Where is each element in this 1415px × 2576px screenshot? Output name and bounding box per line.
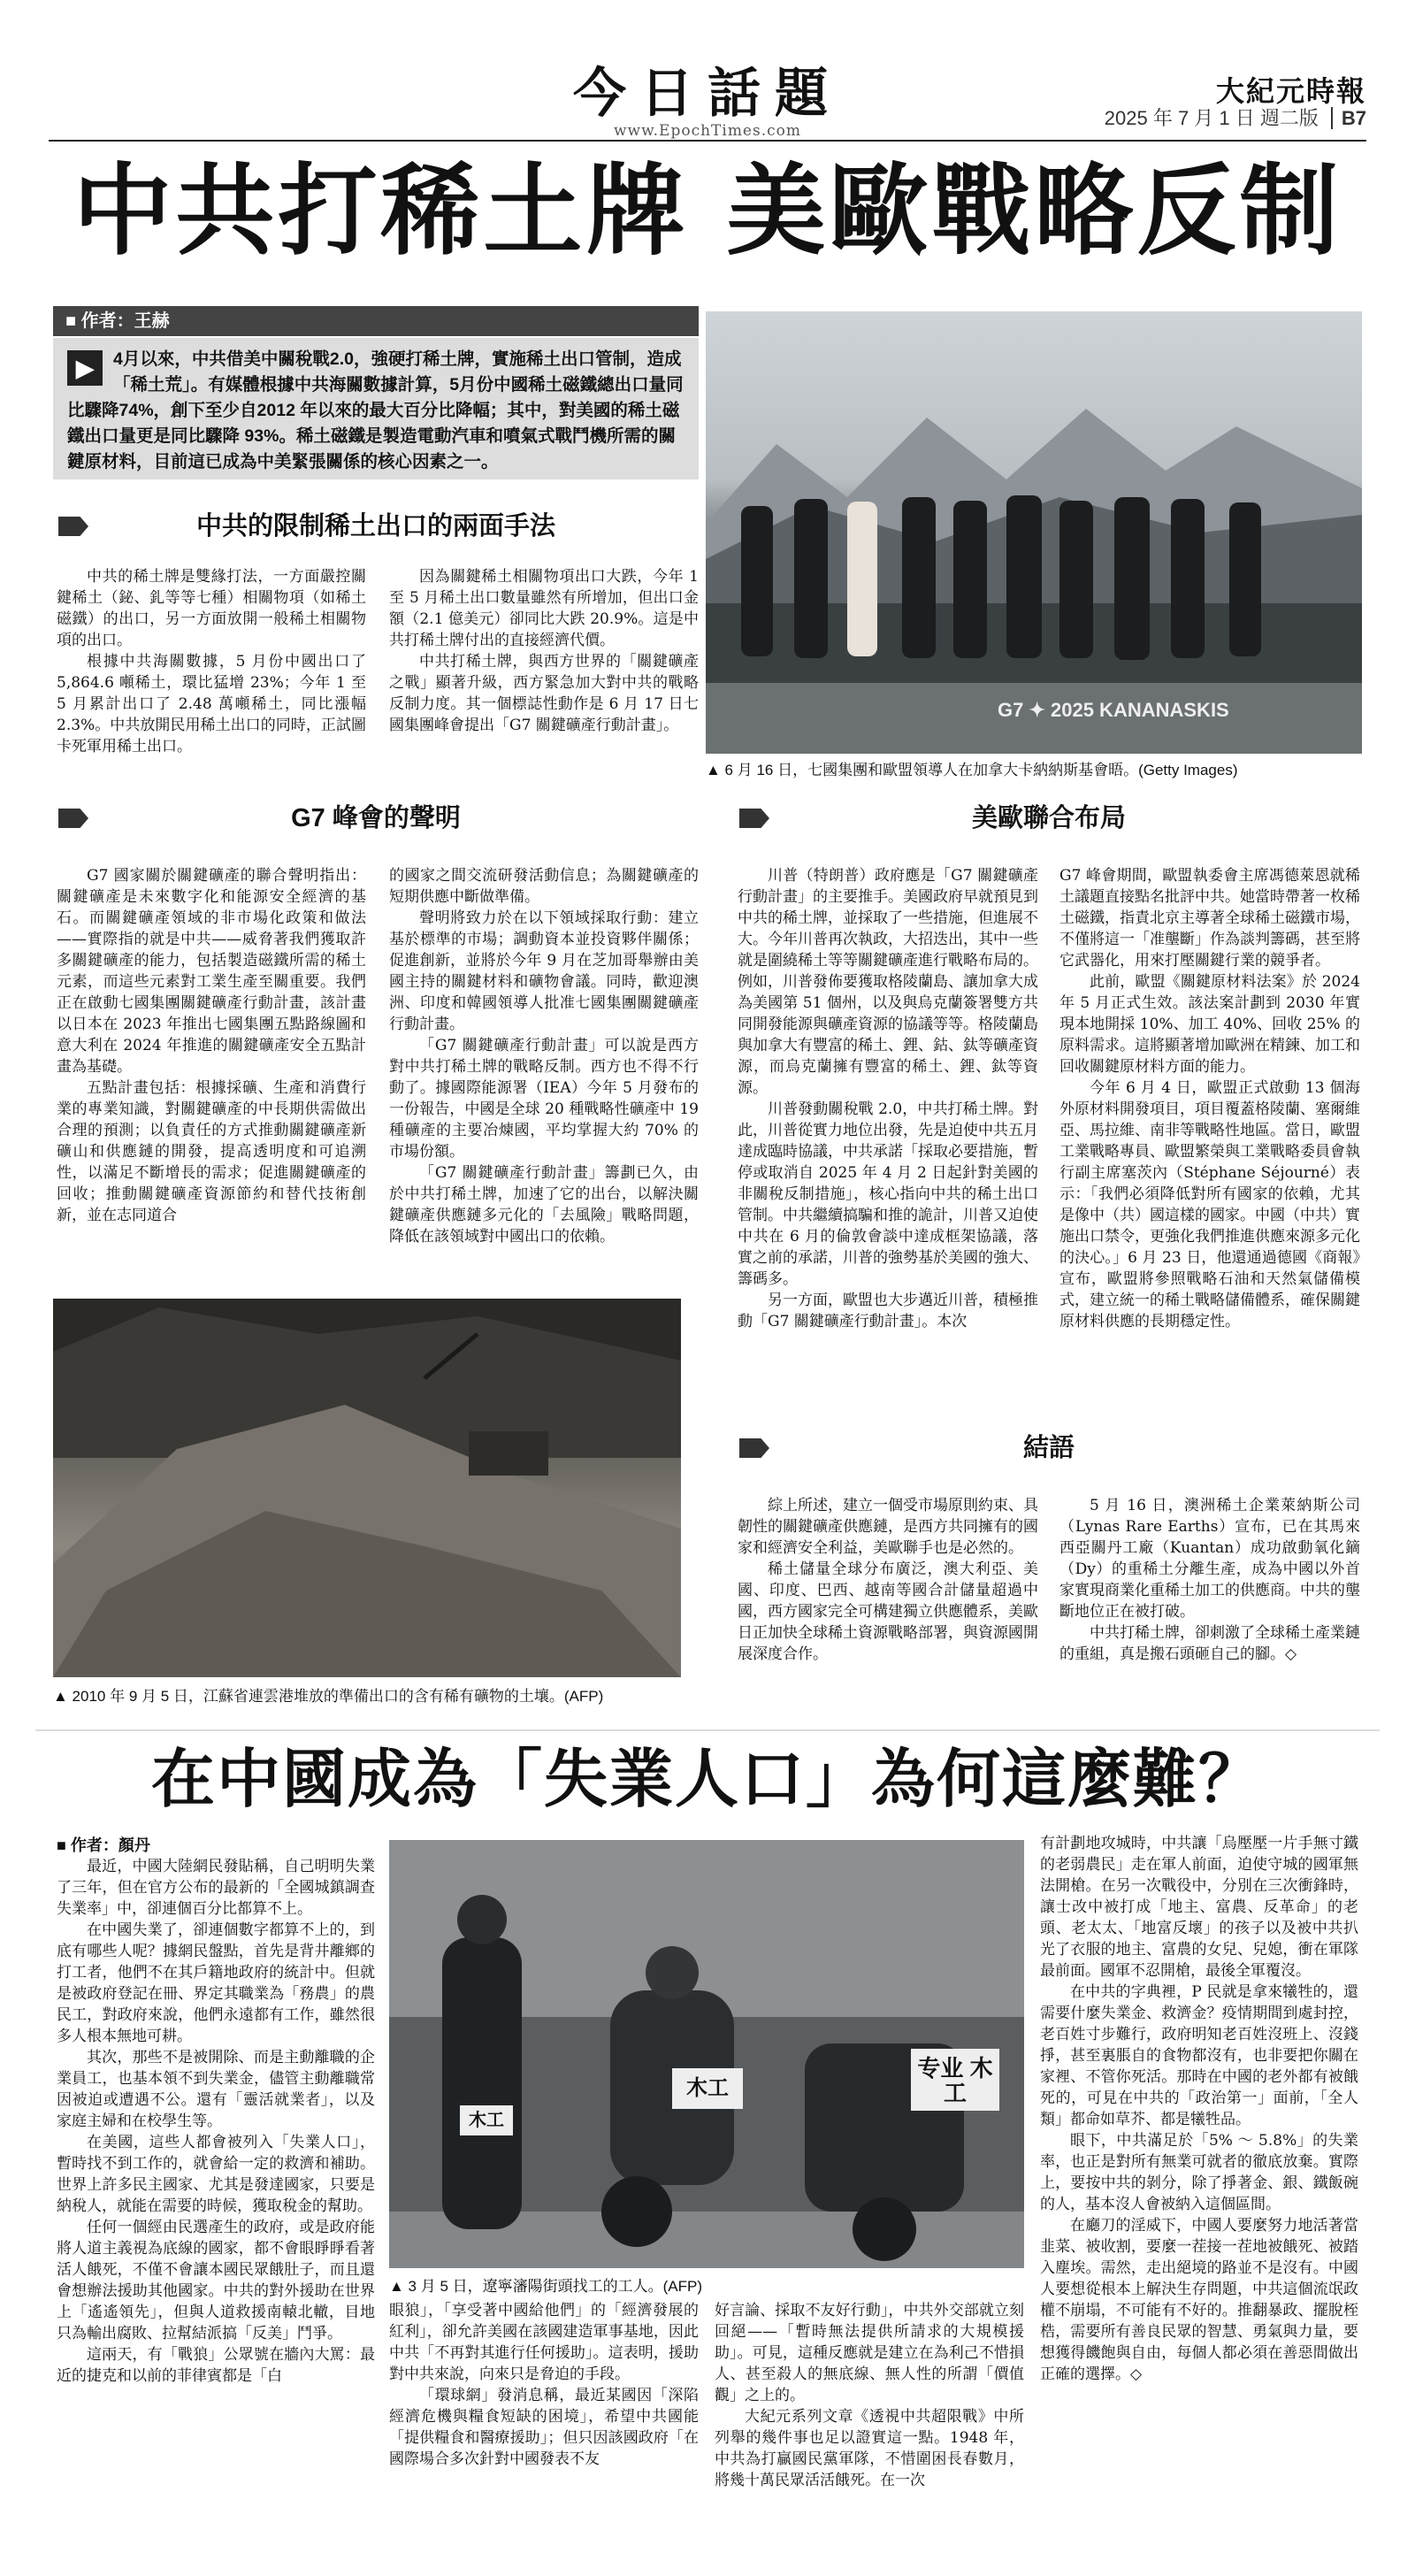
text-column xyxy=(389,2300,699,2557)
paragraph: 稀土儲量全球分布廣泛，澳大利亞、美國、印度、巴西、越南等國合計儲量超過中國，西方國家完全可構建獨立供應體系，美歐日正加快全球稀土資源戰略部署，與資源國開展深度合作。 xyxy=(738,1560,1038,1663)
section-heading xyxy=(734,1433,1364,1463)
paragraph: 好言論、採取不友好行動」，中共外交部就立刻回絕——「暫時無法提供所請求的大規模援助」。可見，這種反應就是建立在為利己不惜損人、甚至殺人的無底線、無人性的所謂「價值觀」之上的。 xyxy=(715,2302,1024,2404)
section-heading xyxy=(53,803,699,833)
text-column xyxy=(57,566,366,778)
sign-text: 专业 木工 xyxy=(911,2049,999,2111)
paragraph: 中共的稀土牌是雙緣打法，一方面嚴控關鍵稀土（鉍、釓等等七種）相關物項（如稀土磁鐵）的出口，另一方面放開一般稀土相關物項的出口。 xyxy=(57,568,366,649)
newspaper-logo: 大紀元時報 xyxy=(1215,74,1366,108)
header-rule xyxy=(49,140,1366,142)
paragraph: 中共打稀土牌，與西方世界的「關鍵礦產之戰」顯著升級，西方緊急加大對中共的戰略反制力度。其一個標誌性動作是 6 月 17 日七國集團峰會提出「G7 關鍵礦產行動計畫」。 xyxy=(389,653,699,734)
section-title: 今日話題 xyxy=(573,63,842,125)
page-number: B7 xyxy=(1331,107,1366,129)
mountain-scene xyxy=(706,311,1362,754)
text-column xyxy=(57,1856,375,2559)
paragraph: 川普（特朗普）政府應是「G7 關鍵礦產行動計畫」的主要推手。美國政府早就預見到中共的稀土牌，並採取了一些措施，但進展不大。今年川普再次執政，大招迭出，其中一些就是圍繞稀土等等關鍵礦產進行戰略布局的。例如，川普發佈要獲取格陵蘭島、讓加拿大成為美國第 51 個州，以及與烏克蘭簽署雙方共同開發能源與礦產資源的協議等等。格陵蘭島與加拿大有豐富的稀土、鋰、鈷、鈦等礦產資源，而烏克蘭擁有豐富的稀土、鋰、鈦等資源。 xyxy=(738,867,1038,1097)
paragraph: 根據中共海關數據，5 月份中國出口了 5,864.6 噸稀土，環比猛增 23%；今年 1 至 5 月累計出口了 2.48 萬噸稀土，同比漲幅 2.3%。中共放開民用稀土出口的同時，正試圖卡死軍用稀土出口。 xyxy=(57,653,366,755)
paragraph: 在中共的字典裡，P 民就是拿來犧牲的，還需要什麼失業金、救濟金？疫情期間到處封控，老百姓寸步難行，政府明知老百姓沒班上、沒錢掙，甚至裏脹自的食物都沒有，也非要把你關在家裡、不管你死活。那時在中國的老外都有被餓死的，可見在中共的「政治第一」面前，「全人類」都命如草芥、都是犧牲品。 xyxy=(1040,1983,1358,2128)
paragraph: 其次，那些不是被開除、而是主動離職的企業員工，也基本領不到失業金，儘管主動離職常因被迫或遭遇不公。還有「靈活就業者」，以及家庭主婦和在校學生等。 xyxy=(57,2049,375,2130)
text-column xyxy=(738,865,1038,1414)
g7-banner: G7 ✦ 2025 KANANASKIS xyxy=(998,699,1229,721)
paragraph: G7 國家關於關鍵礦產的聯合聲明指出：關鍵礦產是未來數字化和能源安全經濟的基石。而關鍵礦產領域的非市場化政策和做法——實際指的就是中共——威脅著我們獲取許多關鍵礦產的能力，包括製造磁鐵所需的稀土元素，而這些元素對工業生產至關重要。我們正在啟動七國集團關鍵礦產行動計畫，該計畫以日本在 2023 年推出七國集團五點路線圖和意大利在 2024 年推進的關鍵礦產安全五點計畫為基礎。 xyxy=(57,867,366,1076)
lede-text: 4月以來，中共借美中關稅戰2.0，強硬打稀土牌，實施稀土出口管制，造成「稀土荒」。有媒體根據中共海關數據計算，5月份中國稀土磁鐵總出口量同比驟降74%，創下至少自2012 年以來的最大百分比降幅；其中，對美國的稀土磁鐵出口量更是同比驟降 93%。稀土磁鐵是製造電動汽車和噴氣式戰鬥機所需的關鍵原材料，目前這已成為中美緊張關係的核心因素之一。 xyxy=(67,349,684,472)
paragraph: 另一方面，歐盟也大步邁近川普，積極推動「G7 關鍵礦產行動計畫」。本次 xyxy=(738,1292,1038,1330)
paragraph: 此前，歐盟《關鍵原材料法案》於 2024 年 5 月正式生效。該法案計劃到 2030 年實現本地開採 10%、加工 40%、回收 25% 的原料需求。這將顯著增加歐洲在精鍊、加工和回收關鍵原材料方面的能力。 xyxy=(1059,973,1360,1076)
photo-caption: ▲ 2010 年 9 月 5 日，江蘇省連雲港堆放的準備出口的含有稀有礦物的土壤。(AFP) xyxy=(53,1688,604,1705)
paragraph: 五點計畫包括：根據採礦、生產和消費行業的專業知識，對關鍵礦產的中長期供需做出合理的預測；以負責任的方式推動關鍵礦產新礦山和供應鏈的開發，提高透明度和可追溯性，以滿足不斷增長的需求；促進關鍵礦產的回收；推動關鍵礦產資源節約和替代技術創新，並在志同道合 xyxy=(57,1079,366,1224)
text-column xyxy=(389,865,699,1286)
site-url: www.EpochTimes.com xyxy=(614,122,801,140)
text-column xyxy=(1059,865,1360,1414)
rare-earth-soil-photo xyxy=(53,1299,681,1677)
paragraph: 今年 6 月 4 日，歐盟正式啟動 13 個海外原材料開發項目，項目覆蓋格陵蘭、塞爾維亞、馬拉維、南非等戰略性地區。當日，歐盟工業戰略專員、歐盟繁榮與工業戰略委員會執行副主席塞茨內（Stéphane Séjourné）表示：「我們必須降低對所有國家的依賴，尤其是像中（共）國這樣的國家。中國（中共）實施出口禁令，更強化我們推進供應來源多元化的決心。」6 月 23 日，他還通過德國《商報》宣布，歐盟將參照戰略石油和天然氣儲備模式，建立統一的稀土戰略儲備體系，確保關鍵原材料供應的長期穩定性。 xyxy=(1059,1079,1360,1330)
section-heading-text: 中共的限制稀土出口的兩面手法 xyxy=(195,512,555,540)
paragraph: 的國家之間交流研發活動信息；為關鍵礦產的短期供應中斷做準備。 xyxy=(389,867,699,906)
section-heading-text: 美歐聯合布局 xyxy=(971,804,1126,832)
paragraph: 在美國，這些人都會被列入「失業人口」，暫時找不到工作的，就會給一定的救濟和補助。世界上許多民主國家、尤其是發達國家，只要是納稅人，就能在需要的時候，獲取稅金的幫助。 xyxy=(57,2134,375,2215)
text-column xyxy=(738,1495,1038,1725)
paragraph: 最近，中國大陸網民發貼稱，自己明明失業了三年，但在官方公布的最新的「全國城鎮調查失業率」中，卻連個百分比都算不上。 xyxy=(57,1858,375,1918)
paragraph: 大紀元系列文章《透視中共超限戰》中所列舉的幾件事也足以證實這一點。1948 年，中共為打贏國民黨軍隊，不惜圍困長春數月，將幾十萬民眾活活餓死。在一次 xyxy=(715,2408,1024,2489)
sign-text: 木工 xyxy=(672,2068,743,2109)
paragraph: 「環球網」發消息稱，最近某國因「深陷經濟危機與糧食短缺的困境」，希望中共國能「提供糧食和醫療援助」；但只因該國政府「在國際場合多次針對中國發表不友 xyxy=(389,2387,699,2468)
text-column xyxy=(715,2300,1024,2557)
port-scene xyxy=(53,1299,681,1677)
g7-leaders-photo xyxy=(706,311,1362,754)
author-byline: ■ 作者：顏丹 xyxy=(57,1836,150,1854)
arrow-icon: ▶ xyxy=(67,350,103,386)
paragraph: 在中國失業了，卻連個數字都算不上的，到底有哪些人呢？據網民盤點，首先是背井離鄉的打工者，他們不在其戶籍地政府的統計中。但就是被政府登記在冊、界定其職業為「務農」的農民工，對政府來說，他們永遠都有工作，雖然很多人根本無地可耕。 xyxy=(57,1921,375,2045)
paragraph: 有計劃地攻城時，中共讓「烏壓壓一片手無寸鐵的老弱農民」走在軍人前面，迫使守城的國軍無法開槍。在另一次戰役中，分別在三次衝鋒時，讓士改中被打成「地主、富農、反革命」的老頭、老太太、「地富反壞」的孩子以及被中共扒光了衣服的地主、富農的女兒、兒媳，衝在軍隊最前面。國軍不忍開槍，最後全軍覆沒。 xyxy=(1040,1835,1358,1980)
paragraph: 「G7 關鍵礦產行動計畫」可以說是西方對中共打稀土牌的戰略反制。西方也不得不行動了。據國際能源署（IEA）今年 5 月發布的一份報告，中國是全球 20 種戰略性礦產中 19 種礦產的主要冶煉國，平均掌握大約 70% 的市場份額。 xyxy=(389,1037,699,1161)
paragraph: 中共打稀土牌，卻刺激了全球稀土產業鏈的重組，真是搬石頭砸自己的腳。◇ xyxy=(1059,1624,1360,1663)
photo-caption: ▲ 6 月 16 日，七國集團和歐盟領導人在加拿大卡納納斯基會晤。(Getty Images) xyxy=(706,762,1238,778)
headline: 中共打稀土牌 美歐戰略反制 xyxy=(73,153,1342,269)
paragraph: 在廳刀的淫威下，中國人要麼努力地活著當韭菜、被收割，要麼一茬接一茬地被餓死、被踏入塵埃。需然，走出絕境的路並不是沒有。中國人要想從根本上解決生存問題，中共這個流氓政權不崩塌，不可能有不好的。推翻暴政、擺脫桎梏，需要所有善良民眾的智慧、勇氣與力量，要想獲得饑飽與自由，每個人都必須在善惡間做出正確的選擇。◇ xyxy=(1040,2217,1358,2383)
paragraph: 眼下，中共滿足於「5% 〜 5.8%」的失業率，也正是對所有無業可就者的徹底放棄。實際上，要按中共的剝分，除了掙著金、銀、鐵飯碗的人，基本沒人會被納入這個區間。 xyxy=(1040,2132,1358,2213)
sign-text: 木工 xyxy=(460,2105,513,2135)
section-heading xyxy=(734,803,1364,833)
text-column xyxy=(1040,1833,1358,2558)
heading-arrow-icon xyxy=(739,809,769,828)
paragraph: 綜上所述，建立一個受市場原則約束、具韌性的關鍵礦產供應鏈，是西方共同擁有的國家和經濟安全利益，美歐聯手也是必然的。 xyxy=(738,1497,1038,1557)
heading-arrow-icon xyxy=(739,1438,769,1458)
photo-caption: ▲ 3 月 5 日，遼寧瀋陽街頭找工的工人。(AFP) xyxy=(389,2278,703,2295)
paragraph: 這兩天，有「戰狼」公眾號在牆內大罵：最近的捷克和以前的菲律賓都是「白 xyxy=(57,2346,375,2385)
paragraph: 因為關鍵稀土相關物項出口大跌，今年 1 至 5 月稀土出口數量雖然有所增加，但出口金額（2.1 億美元）卻同比大跌 20.9%。這是中共打稀土牌付出的直接經濟代價。 xyxy=(389,568,699,649)
text-column xyxy=(57,865,366,1286)
paragraph: 任何一個經由民選產生的政府，或是政府能將人道主義視為底線的國家，都不會眼睜睜看著活人餓死，不僅不會讓本國民眾餓肚子，而且還會想辦法援助其他國家。中共的對外援助在世界上「遙遙領先」，但與人道救援南轅北轍，目地只為輸出腐敗、拉幫結派搞「反美」鬥爭。 xyxy=(57,2219,375,2342)
workers-photo xyxy=(389,1840,1024,2268)
paragraph: 5 月 16 日，澳洲稀土企業萊納斯公司（Lynas Rare Earths）宣布，已在其馬來西亞關丹工廠（Kuantan）成功啟動氧化鏑（Dy）的重稀土分離生產，成為中國以外首家實現商業化重稀土加工的供應商。中共的壟斷地位正在被打破。 xyxy=(1059,1497,1360,1621)
paragraph: 川普發動關稅戰 2.0，中共打稀土牌。對此，川普從實力地位出發，先是迫使中共五月達成臨時協議，中共承諾「採取必要措施，暫停或取消自 2025 年 4 月 2 日起針對美國的非關稅反制措施」，核心指向中共的稀土出口管制。中共繼續搞騙和推的詭計，川普又迫使中共在 6 月的倫敦會談中達成框架協議，落實之前的承諾，川普的強勢基於美國的強大、籌碼多。 xyxy=(738,1100,1038,1288)
paragraph: G7 峰會期間，歐盟執委會主席馮德萊恩就稀土議題直接點名批評中共。她當時帶著一枚稀土磁鐵，指責北京主導著全球稀土磁鐵市場，不僅將這一「准壟斷」作為談判籌碼，甚至將它武器化，用來打壓關鍵行業的競爭者。 xyxy=(1059,867,1360,970)
paragraph: 「G7 關鍵礦產行動計畫」籌劃已久，由於中共打稀土牌，加速了它的出台，以解決關鍵礦產供應鏈多元化的「去風險」戰略問題，降低在該領域對中國出口的依賴。 xyxy=(389,1164,699,1246)
date-text: 2025 年 7 月 1 日 週二版 xyxy=(1104,107,1319,129)
heading-arrow-icon xyxy=(58,517,88,536)
author-byline: ■ 作者：王赫 xyxy=(53,306,699,336)
paragraph: 眼狼」，「享受著中國給他們」的「經濟發展的紅利」，卻允許美國在該國建造軍事基地，因此中共「不再對其進行任何援助」。這表明，援助對中共來說，向來只是脅迫的手段。 xyxy=(389,2302,699,2383)
text-column xyxy=(389,566,699,778)
section-heading-text: G7 峰會的聲明 xyxy=(291,804,461,832)
headline: 在中國成為「失業人口」為何這麼難？ xyxy=(150,1741,1264,1816)
text-column xyxy=(1059,1495,1360,1725)
issue-date xyxy=(1105,104,1366,131)
lede-box xyxy=(53,338,699,479)
paragraph: 聲明將致力於在以下領域採取行動：建立基於標準的市場；調動資本並投資夥伴關係；促進創新，並將於今年 9 月在芝加哥舉辦由美國主持的關鍵材料和礦物會議。同時，歡迎澳洲、印度和韓國領導人批准七國集團關鍵礦產行動計畫。 xyxy=(389,909,699,1033)
heading-arrow-icon xyxy=(58,809,88,828)
article-divider xyxy=(35,1729,1380,1731)
section-heading-text: 結語 xyxy=(1022,1434,1075,1462)
section-heading xyxy=(53,511,699,541)
